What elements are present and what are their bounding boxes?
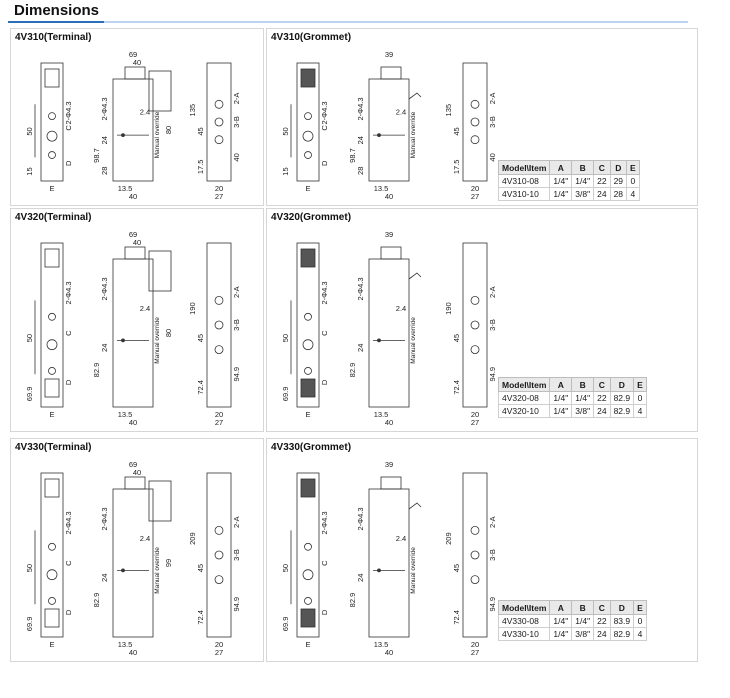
section-title: 4V310(Terminal) xyxy=(15,32,92,43)
dimension-label: 69.9 xyxy=(25,386,34,402)
table-header-cell: C xyxy=(594,378,610,392)
dimension-label: 69.9 xyxy=(25,616,34,632)
dimension-label: 45 xyxy=(196,127,205,136)
dimension-label: 40 xyxy=(128,418,138,427)
dimension-label: 80 xyxy=(164,125,173,135)
table-row xyxy=(499,405,647,418)
table-cell: 1/4" xyxy=(572,615,594,628)
dimension-label: Manual override xyxy=(154,317,161,364)
dimension-label: 40 xyxy=(132,238,142,247)
dimension-label: 94.9 xyxy=(488,366,497,382)
dimension-label: 39 xyxy=(384,230,394,239)
dimension-label: 13.5 xyxy=(117,410,133,419)
dimension-label: 40 xyxy=(232,153,241,162)
port-circle xyxy=(305,113,312,120)
side-view-body xyxy=(113,259,153,407)
dimension-label: 2-Φ4.3 xyxy=(356,97,365,121)
table-header-cell: A xyxy=(550,161,572,175)
dimension-label: 209 xyxy=(444,532,453,545)
port-circle xyxy=(471,576,479,584)
dimension-label: C xyxy=(320,330,329,336)
dimension-label: 2-Φ4.3 xyxy=(320,281,329,305)
dimension-label: 27 xyxy=(214,418,224,427)
dimension-label: 20 xyxy=(470,410,480,419)
dimension-label: 2-Φ4.3 xyxy=(64,101,73,125)
port-view-body xyxy=(207,63,231,181)
port-circle xyxy=(471,118,479,126)
dimension-label: 24 xyxy=(356,343,365,352)
port-circle xyxy=(49,597,56,604)
section-title: 4V330(Grommet) xyxy=(271,442,352,453)
port-circle xyxy=(471,100,479,108)
dimension-label: 27 xyxy=(470,648,480,657)
table-header-cell: C xyxy=(594,161,610,175)
dimension-label: 2-A xyxy=(488,92,497,105)
port-circle xyxy=(215,526,223,534)
table-cell: 28 xyxy=(610,188,626,201)
coil-connector xyxy=(45,249,59,267)
table-header-cell: E xyxy=(627,161,640,175)
dimension-label: 20 xyxy=(214,184,224,193)
terminal-box xyxy=(149,71,171,111)
dimension-label: 13.5 xyxy=(373,640,389,649)
dimension-label: 3-B xyxy=(232,116,241,128)
port-circle xyxy=(215,346,223,354)
dimension-label: 2-Φ4.3 xyxy=(356,277,365,301)
dimension-label: 45 xyxy=(452,127,461,136)
dimension-label: 2.4 xyxy=(395,303,407,313)
dimension-label: D xyxy=(64,609,73,616)
coil-connector xyxy=(45,609,59,627)
table-header-cell: C xyxy=(594,601,610,615)
port-view-body xyxy=(463,243,487,407)
table-header-cell: A xyxy=(550,601,572,615)
mount-hole xyxy=(122,134,125,137)
side-view-body xyxy=(113,79,153,181)
table-header-cell: B xyxy=(572,161,594,175)
table-row xyxy=(499,392,647,405)
grommet-lead xyxy=(409,93,421,99)
dimension-label: Manual override xyxy=(154,111,161,159)
port-circle xyxy=(215,118,223,126)
dimension-label: 40 xyxy=(384,648,394,657)
dimension-label: 13.5 xyxy=(373,184,389,193)
port-circle xyxy=(47,340,57,350)
table-cell: 4 xyxy=(634,405,647,418)
table-header-cell: A xyxy=(550,378,572,392)
dimension-label: 40 xyxy=(128,648,138,657)
dimension-label: 209 xyxy=(188,532,197,545)
table-row xyxy=(499,615,647,628)
mount-hole xyxy=(378,134,381,137)
table-header-cell: D xyxy=(610,378,634,392)
port-circle xyxy=(305,367,312,374)
table-cell: 4V320-08 xyxy=(499,392,550,405)
dimension-label: 40 xyxy=(132,58,142,67)
dimension-label: 50 xyxy=(281,333,290,343)
solenoid-cap xyxy=(125,247,145,259)
dimension-label: 45 xyxy=(196,333,205,343)
dimension-section xyxy=(10,438,264,662)
mount-hole xyxy=(122,339,125,342)
table-header-cell: D xyxy=(610,601,634,615)
dimension-label: 27 xyxy=(214,648,224,657)
dimension-label: 40 xyxy=(384,418,394,427)
dimension-label: 24 xyxy=(356,573,365,582)
dimension-label: E xyxy=(305,640,311,649)
dimension-label: 69.9 xyxy=(281,616,290,632)
dimension-label: 2.4 xyxy=(395,533,407,543)
port-view-body xyxy=(463,63,487,181)
dimension-label: D xyxy=(320,609,329,616)
dimension-label: D xyxy=(320,160,329,167)
port-circle xyxy=(303,340,313,350)
table-cell: 0 xyxy=(627,175,640,188)
dimension-label: 135 xyxy=(188,103,197,117)
table-row xyxy=(499,188,640,201)
dimension-label: 20 xyxy=(470,184,480,193)
table-cell: 82.9 xyxy=(610,405,634,418)
section-title: 4V330(Terminal) xyxy=(15,442,92,453)
table-header-cell: Model\Item xyxy=(499,161,550,175)
dimension-label: 98.7 xyxy=(348,148,357,163)
table-cell: 1/4" xyxy=(550,628,572,641)
dimension-section xyxy=(10,28,264,206)
table-cell: 82.9 xyxy=(610,628,634,641)
valve-drawing xyxy=(11,439,251,661)
dimension-label: 69 xyxy=(128,50,138,59)
dimension-label: 82.9 xyxy=(92,362,101,378)
dimension-label: 2-Φ4.3 xyxy=(64,511,73,535)
dimension-label: 39 xyxy=(384,50,394,59)
table-header-cell: Model\Item xyxy=(499,601,550,615)
dimension-label: 45 xyxy=(196,563,205,573)
table-cell: 82.9 xyxy=(610,392,634,405)
dimension-label: 50 xyxy=(25,563,34,573)
terminal-box xyxy=(149,251,171,291)
dimension-label: 27 xyxy=(214,192,224,201)
port-circle xyxy=(49,152,56,159)
port-circle xyxy=(471,346,479,354)
dimension-label: Manual override xyxy=(410,111,417,159)
dimension-label: 2-A xyxy=(232,92,241,105)
dimension-label: 20 xyxy=(470,640,480,649)
dimension-label: 20 xyxy=(214,640,224,649)
table-cell: 22 xyxy=(594,175,610,188)
mount-hole xyxy=(378,339,381,342)
coil-connector xyxy=(301,69,315,87)
dimension-label: Manual override xyxy=(410,317,417,364)
dimension-label: 40 xyxy=(132,468,142,477)
dimension-section xyxy=(10,208,264,432)
dimension-label: 2-A xyxy=(232,516,241,529)
side-view-body xyxy=(369,259,409,407)
dimension-label: 2-Φ4.3 xyxy=(320,101,329,125)
port-circle xyxy=(471,526,479,534)
dimension-label: 20 xyxy=(214,410,224,419)
port-circle xyxy=(471,296,479,304)
dimension-label: E xyxy=(49,184,55,193)
dimension-label: 2-A xyxy=(232,286,241,299)
side-view-body xyxy=(369,79,409,181)
table-cell: 24 xyxy=(594,188,610,201)
dimension-label: 13.5 xyxy=(117,184,133,193)
dimension-label: 69.9 xyxy=(281,386,290,402)
dimension-label: 2.4 xyxy=(139,303,151,313)
dimension-label: 2.4 xyxy=(139,107,151,117)
table-cell: 22 xyxy=(594,615,610,628)
dimension-label: 69 xyxy=(128,460,138,469)
dimension-label: E xyxy=(49,410,55,419)
table-cell: 29 xyxy=(610,175,626,188)
dimension-label: 15 xyxy=(25,167,34,176)
port-circle xyxy=(47,570,57,580)
section-title: 4V320(Grommet) xyxy=(271,212,352,223)
grommet-lead xyxy=(409,273,421,279)
table-cell: 4V330-10 xyxy=(499,628,550,641)
port-circle xyxy=(215,551,223,559)
dimension-label: 40 xyxy=(384,192,394,201)
dimension-label: 17.5 xyxy=(452,159,461,175)
table-cell: 22 xyxy=(594,392,610,405)
dimension-label: 24 xyxy=(100,343,109,352)
table-header-cell: Model\Item xyxy=(499,378,550,392)
port-circle xyxy=(471,321,479,329)
table-header-cell: E xyxy=(634,378,647,392)
dimension-label: 2.4 xyxy=(139,533,151,543)
valve-drawing xyxy=(267,29,507,205)
table-cell: 4V320-10 xyxy=(499,405,550,418)
dimension-label: 2-A xyxy=(488,286,497,299)
table-header-cell: D xyxy=(610,161,626,175)
port-circle xyxy=(215,321,223,329)
dimension-label: 45 xyxy=(452,563,461,573)
dimension-label: 3-B xyxy=(232,319,241,331)
dimension-label: 28 xyxy=(100,166,109,175)
valve-drawing xyxy=(11,29,251,205)
mount-hole xyxy=(378,569,381,572)
port-circle xyxy=(49,367,56,374)
dimension-label: C xyxy=(64,330,73,336)
port-view-body xyxy=(207,473,231,637)
dimension-label: 13.5 xyxy=(117,640,133,649)
port-circle xyxy=(303,131,313,141)
coil-connector xyxy=(301,379,315,397)
port-circle xyxy=(305,543,312,550)
port-circle xyxy=(215,296,223,304)
table-cell: 1/4" xyxy=(550,392,572,405)
port-circle xyxy=(215,576,223,584)
port-circle xyxy=(303,570,313,580)
grommet-lead xyxy=(409,503,421,509)
port-circle xyxy=(471,551,479,559)
dimension-label: 50 xyxy=(281,127,290,136)
dimension-label: 27 xyxy=(470,192,480,201)
coil-connector xyxy=(45,379,59,397)
table-cell: 4 xyxy=(634,628,647,641)
table-cell: 83.9 xyxy=(610,615,634,628)
port-circle xyxy=(471,136,479,144)
dimension-label: 17.5 xyxy=(196,159,205,175)
dimension-label: 94.9 xyxy=(232,366,241,382)
spec-table xyxy=(498,160,640,201)
dimension-label: 3-B xyxy=(232,549,241,561)
dimension-label: 82.9 xyxy=(348,362,357,378)
dimension-label: E xyxy=(305,184,311,193)
dimension-label: 2-Φ4.3 xyxy=(320,511,329,535)
dimension-label: 94.9 xyxy=(232,596,241,612)
dimension-label: 82.9 xyxy=(348,592,357,608)
dimension-label: C xyxy=(64,560,73,566)
solenoid-cap xyxy=(381,477,401,489)
table-cell: 0 xyxy=(634,392,647,405)
dimension-label: 82.9 xyxy=(92,592,101,608)
table-cell: 4V310-10 xyxy=(499,188,550,201)
dimension-label: 40 xyxy=(128,192,138,201)
dimension-label: 24 xyxy=(100,136,109,145)
section-title: 4V310(Grommet) xyxy=(271,32,352,43)
table-row xyxy=(499,628,647,641)
front-view-body xyxy=(41,63,63,181)
dimension-label: 72.4 xyxy=(196,380,205,395)
dimension-label: 3-B xyxy=(488,116,497,128)
table-header-cell: B xyxy=(572,378,594,392)
spec-table xyxy=(498,377,647,418)
dimension-label: 72.4 xyxy=(196,610,205,625)
dimension-label: 190 xyxy=(188,302,197,315)
table-cell: 1/4" xyxy=(550,188,572,201)
table-header-cell: B xyxy=(572,601,594,615)
valve-drawing xyxy=(11,209,251,431)
dimension-label: 27 xyxy=(470,418,480,427)
front-view-body xyxy=(41,473,63,637)
dimension-label: 2-Φ4.3 xyxy=(100,507,109,531)
dimension-label: E xyxy=(49,640,55,649)
dimension-label: E xyxy=(305,410,311,419)
dimension-label: 190 xyxy=(444,302,453,315)
port-circle xyxy=(47,131,57,141)
dimension-label: 50 xyxy=(25,127,34,136)
dimension-label: Manual override xyxy=(154,547,161,594)
valve-drawing xyxy=(267,439,507,661)
table-cell: 24 xyxy=(594,628,610,641)
solenoid-cap xyxy=(125,477,145,489)
coil-connector xyxy=(45,479,59,497)
dimension-label: C xyxy=(64,125,73,131)
dimension-label: 3-B xyxy=(488,319,497,331)
table-cell: 24 xyxy=(594,405,610,418)
dimension-label: 50 xyxy=(281,563,290,573)
table-header-cell: E xyxy=(634,601,647,615)
table-cell: 1/4" xyxy=(572,392,594,405)
table-cell: 1/4" xyxy=(550,615,572,628)
solenoid-cap xyxy=(125,67,145,79)
dimension-label: 24 xyxy=(356,136,365,145)
dimension-label: 2-Φ4.3 xyxy=(356,507,365,531)
table-cell: 4V310-08 xyxy=(499,175,550,188)
dimension-label: 39 xyxy=(384,460,394,469)
dimension-label: 72.4 xyxy=(452,610,461,625)
port-circle xyxy=(305,313,312,320)
dimension-label: 135 xyxy=(444,103,453,117)
dimension-label: 45 xyxy=(452,333,461,343)
dimension-label: D xyxy=(320,379,329,386)
dimension-label: 50 xyxy=(25,333,34,343)
side-view-body xyxy=(113,489,153,637)
side-view-body xyxy=(369,489,409,637)
dimension-label: C xyxy=(320,560,329,566)
dimension-label: D xyxy=(64,379,73,386)
coil-connector xyxy=(301,479,315,497)
table-row xyxy=(499,175,640,188)
front-view-body xyxy=(41,243,63,407)
dimension-label: 94.9 xyxy=(488,596,497,612)
coil-connector xyxy=(301,609,315,627)
dimension-label: 3-B xyxy=(488,549,497,561)
dimension-label: 28 xyxy=(356,166,365,175)
coil-connector xyxy=(45,69,59,87)
table-cell: 4 xyxy=(627,188,640,201)
dimension-label: 40 xyxy=(488,153,497,162)
port-circle xyxy=(215,100,223,108)
dimension-label: 98.7 xyxy=(92,148,101,163)
table-cell: 0 xyxy=(634,615,647,628)
port-circle xyxy=(49,113,56,120)
title-rule xyxy=(8,21,688,23)
dimension-label: C xyxy=(320,125,329,131)
dimension-label: 15 xyxy=(281,167,290,176)
dimension-label: D xyxy=(64,160,73,167)
table-cell: 1/4" xyxy=(572,175,594,188)
port-view-body xyxy=(207,243,231,407)
dimension-label: 2-Φ4.3 xyxy=(64,281,73,305)
solenoid-cap xyxy=(381,67,401,79)
valve-drawing xyxy=(267,209,507,431)
page-title: Dimensions xyxy=(14,2,100,19)
dimension-label: 72.4 xyxy=(452,380,461,395)
table-cell: 3/8" xyxy=(572,405,594,418)
table-cell: 4V330-08 xyxy=(499,615,550,628)
table-cell: 1/4" xyxy=(550,175,572,188)
solenoid-cap xyxy=(381,247,401,259)
section-title: 4V320(Terminal) xyxy=(15,212,92,223)
coil-connector xyxy=(301,249,315,267)
dimension-label: 2-Φ4.3 xyxy=(100,277,109,301)
table-cell: 1/4" xyxy=(550,405,572,418)
table-cell: 3/8" xyxy=(572,188,594,201)
dimension-label: 80 xyxy=(164,328,173,338)
port-circle xyxy=(49,313,56,320)
dimension-label: 99 xyxy=(164,558,173,568)
dimension-label: Manual override xyxy=(410,547,417,594)
dimension-label: 69 xyxy=(128,230,138,239)
spec-table xyxy=(498,600,647,641)
terminal-box xyxy=(149,481,171,521)
dimension-label: 13.5 xyxy=(373,410,389,419)
dimension-label: 2-A xyxy=(488,516,497,529)
dimension-label: 2.4 xyxy=(395,107,407,117)
port-circle xyxy=(215,136,223,144)
port-circle xyxy=(305,597,312,604)
port-circle xyxy=(49,543,56,550)
dimension-label: 24 xyxy=(100,573,109,582)
mount-hole xyxy=(122,569,125,572)
port-circle xyxy=(305,152,312,159)
dimension-label: 2-Φ4.3 xyxy=(100,97,109,121)
port-view-body xyxy=(463,473,487,637)
table-cell: 3/8" xyxy=(572,628,594,641)
